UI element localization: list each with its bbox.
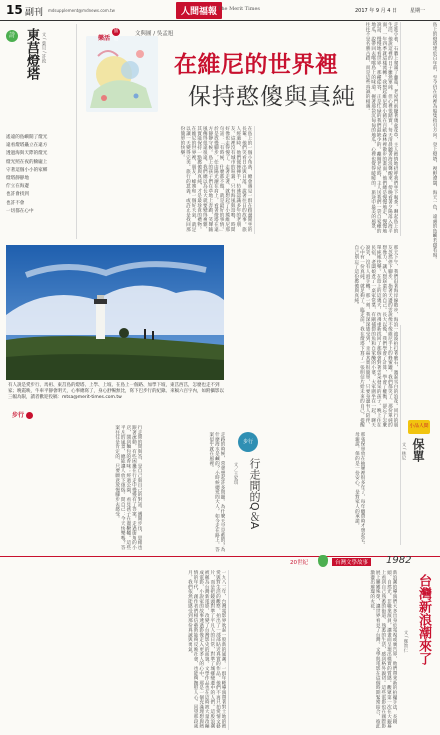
- column-divider: [254, 126, 255, 234]
- article-illustration: [86, 36, 158, 112]
- walking-badge: 步行: [12, 410, 33, 419]
- column-divider: [228, 570, 229, 730]
- mid-right-title: 保單: [411, 438, 425, 462]
- article-body-right-top: 走進小巷，石牆上爬滿了藤蔓，老屋門前擺著幾盆花草，主人熱情地招呼我們坐下喝茶。聊起島上的生活，他說這裡的日子雖然單純，但心裡很踏實。每天清晨聽著海浪聲醒來，傍晚看著夕陽落入海平面，一年四季就這樣流轉。我想起維尼與小豬在百畝森林裡散步的畫面，他們總是慢慢地走，慢慢地說話，慢慢地看世界。那種從容，正是忙碌的我們最缺少的。離開老屋時，主人送我們一袋自家種的地瓜，說帶回去嚐嚐島上的味道。握著那袋沉甸甸的地瓜，心裡也覺得暖暖的。旅途中最美的風景，往往不是名勝古蹟，而是這些真誠的相遇。: [365, 22, 398, 234]
- walking-icon: [26, 412, 33, 419]
- poem-line: 也許不會: [6, 200, 25, 206]
- walking-body-left: 行走間的問與答，是自己與自己的對話。邁開步伐，思緒也跟著流動，有些困擾在行走中慢慢有了答案。走過街角的小店，聞到麵包的香味；經過公園，看見孩子在盪鞦韆。這些平凡的風景，總能讓人放下煩惱。問自己：今天快樂嗎？答案往往是肯定的，只要願意放慢腳步去感受。: [114, 425, 142, 550]
- page-number: 15: [6, 3, 23, 17]
- brand-name: 人間福報: [181, 7, 218, 17]
- lighthouse-photo: [6, 245, 224, 380]
- mid-right-badge: 小品人間: [408, 420, 430, 434]
- weekday: 星期一: [410, 8, 426, 14]
- poem-line: 遠看燈塔矗立在遠方: [6, 143, 48, 149]
- poem-line: 透過海與天際的燈光: [6, 151, 48, 157]
- bottom-byline: 文 / 鄭智仁: [403, 630, 408, 653]
- banner-year: 1982: [386, 555, 412, 566]
- poem-line: 燈光照在夜的臉龐上: [6, 159, 48, 165]
- issue-date: 2017 年 9 月 4 日: [355, 8, 398, 14]
- bottom-body-left: 一九八二年，台灣電影界吹起一股新的風潮。一群年輕導演帶著對土地的熱愛與對生活的觀察，拍出了一部部貼近真實的作品。他們不再只拍愛情文藝片，而是把鏡頭對準了平凡人的日常，對準了城鄉變遷中的人們。這股浪潮被稱為台灣新電影，改變了台灣影史的面貌。文學作品也在這時被大量改編成電影，小說家的故事透過影像走入更多人的心中。那是一個充滿理想與熱情的年代，創作者們相信藝術能夠反映社會，也能夠撫慰人心。回望那段歲月，我們依然能感受到那份真誠與勇氣。: [187, 570, 226, 729]
- walking-column-badge: 步行: [238, 432, 258, 452]
- walking-body: 走路的時候，常會想起許多問題。為什麼天空是藍的？為什麼海水是鹹的？小時候總愛問大人，如今走在路上，答案似乎就在風裡。: [208, 432, 225, 552]
- tag-circle: 旅遊: [113, 29, 119, 42]
- bottom-banner: [0, 556, 440, 567]
- banner-left: 20世紀: [290, 560, 308, 566]
- brand-logo: [176, 2, 222, 19]
- article-body-far-right: 島上的燈塔建於百年前，至今仍在夜裡為船隻指引方向。登上燈塔，視野遼闊，海天一色，遠處的島嶼若隱若現。: [432, 22, 437, 262]
- poem-list: [6, 134, 72, 216]
- mid-right-body: 那張保單放在抽屜裡很多年了，每年繳費時才想起它。母親說，保的是一份安心，是對家人的承諾。: [354, 432, 365, 548]
- banner-map-icon: [318, 555, 328, 567]
- bottom-title: 台灣新浪潮來了: [416, 574, 431, 665]
- bottom-title-column: [400, 570, 438, 730]
- article-body-top: 在島上的一個小角落，總會遇見一群在路邊閒坐的長輩，他們笑看日出與日落，說著往日的故事。旅人經過時，他們便揮揮手，彷彿認識多年的老朋友。這裡沒有城市的喧囂，只有海風與鳥鳴，時間好像也走得慢了。走著走著，就想起了小熊維尼那句話：「有時候，什麼都不做，就是最好的事情。」於是放慢腳步，任由陽光灑在肩上，看著燈塔在遠方靜靜守候。島上的孩子們在草地上奔跑，笑聲隨風傳得很遠很遠。我們總以為長大就要變得複雜，其實能保持一點憨傻與真純，才是最珍貴的禮物。在維尼的世界裡，朋友、蜂蜜和一個好天氣，就足以讓一天變得完美。旅行的意義，或許正是找回那份簡單的快樂。: [179, 126, 252, 235]
- poem-line: 燈塔靜靜地: [6, 176, 29, 182]
- email-link[interactable]: mdsupplement@mdnews.com.tw: [48, 8, 115, 13]
- walking-column: [228, 432, 268, 552]
- article-byline: 文與圖 / 吳孟旭: [135, 31, 174, 37]
- article-body-middle: 那天下午，我們沿著海岸線散步，海浪一波波拍打著礁石，激起雪白的浪花。同行的朋友忽然停下腳步，指著天邊的雲說像不像維尼手上的蜂蜜罐。我們都笑了，那份單純的想像力，讓人想起童年的自己。長大以後，我們學會了計算，學會了權衡，卻忘了怎麼單純地快樂。在島上的這幾天，彷彿重新找回了那個會對著雲朵發呆的孩子。晚上住在民宿，老闆娘煮了一桌家常菜，有剛捕撈的魚和自家醃的小菜。大家圍坐在一起，聊天說笑，沒有人滑手機。那一刻，我深深感受到，幸福其實很簡單，只要身邊有人陪伴，心中有一份真純，就足夠了。臨走前，我在燈塔下寫了一張明信片給未來的自己，提醒自己別忘了這份憨傻與真純。: [353, 245, 398, 428]
- bottom-body-middle: 新浪潮的導演們大多出身於電視或廣告界，他們帶來新的拍攝手法，長鏡頭、自然光、非職業演員，讓畫面呈現出樸實的質感。觀眾第一次在大銀幕上看到自己熟悉的街道、熟悉的生活，感到格外親切。這些電影也在國際影展上屢獲殊榮，讓世界看見了台灣。文學與電影在這個時期緊密結合，彼此激盪出璀璨的火花。: [369, 570, 397, 729]
- article-title-line2: 保持憨傻與真純: [188, 84, 356, 110]
- poem-line: 守著這個小小的家鄉: [6, 167, 48, 173]
- column-divider: [400, 22, 401, 236]
- photo-caption: 有人說是愛步行、馬祖、東莒島的燈塔、上學、上坡、在島上一個路、加學下坡，東莒西莒，怎麼也走不到家；晚霞映，牛車平靜會明天，心事總寫了，身心舒暢無比，寫下巴步行的紀錄。來稿六百字內，如附攝影以三幅為限，讀者歡迎投稿：mtsa@merit-times.com.tw: [8, 383, 224, 400]
- article-tag: [98, 28, 120, 42]
- section-name: 副刊: [25, 8, 44, 18]
- poem-line: 遙遠的島嶼開了燈光: [6, 135, 48, 140]
- tag-highlight: 樂活: [98, 35, 111, 42]
- poem-line: 也許會找到: [6, 192, 29, 198]
- mid-right-byline: 文 / 林尼: [401, 442, 406, 460]
- poem-byline: 文 / 葉貝 / 許政: [41, 32, 46, 64]
- column-divider: [76, 24, 77, 239]
- poem-column: [6, 24, 72, 244]
- brand-english: The Merit Times: [218, 6, 260, 12]
- article-title-line1: 在維尼的世界裡: [174, 52, 339, 78]
- poem-line: 佇立在海邊: [6, 184, 29, 190]
- page-header: [0, 0, 440, 21]
- poem-title: 東莒燈塔: [24, 28, 39, 80]
- walking-column-byline: 文／王家琪: [233, 462, 238, 485]
- poem-badge: 詩: [6, 30, 18, 42]
- banner-sub: 台灣文學故事: [332, 558, 371, 566]
- mid-right-column: [370, 420, 436, 540]
- walking-column-title: 行走間的Q＆A: [248, 458, 261, 530]
- poem-line: 一切都在心中: [6, 208, 34, 214]
